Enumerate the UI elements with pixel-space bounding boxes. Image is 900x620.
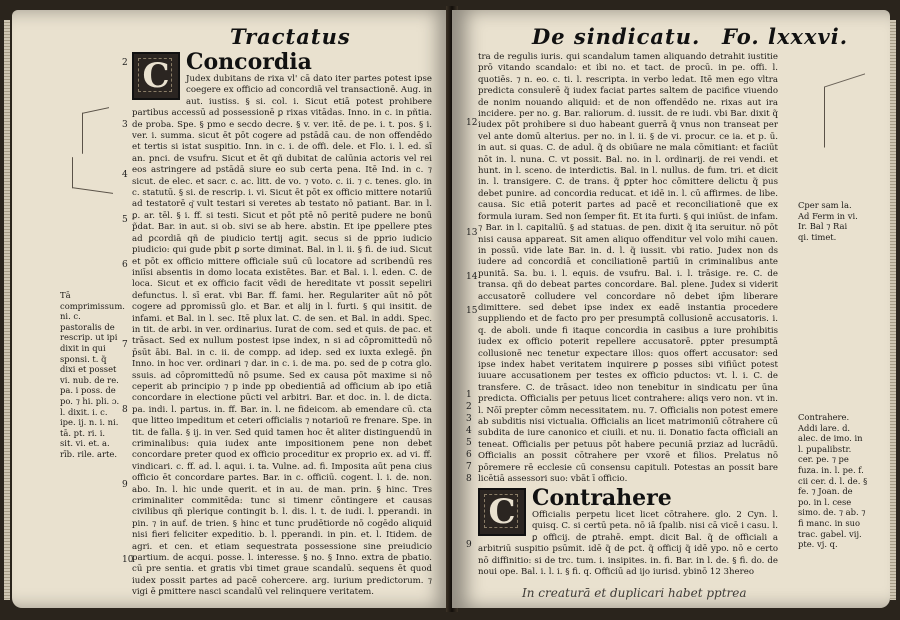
line-number: 2	[466, 402, 472, 412]
line-number: 4	[466, 426, 472, 436]
decorated-initial-right: C	[478, 488, 526, 536]
line-number: 7	[122, 340, 128, 350]
left-page	[12, 10, 452, 608]
left-margin-note: Tā comprimissum. ni. c. pastoralis de rescrip. ut ipi dixit in qui sponsi. t. q̃ dixi et posset vi. nub. de re. pa. i poss. de po. ⁊ hi. pli. ɔ. l. dixit. i. c. ipe. ij. n. i. ni. tā. pt. ri. i. sit. vi. et. a. rīb. rile. arte.	[60, 290, 125, 459]
line-number: 5	[466, 438, 472, 448]
line-number: 15	[466, 306, 478, 316]
running-title-left: Tractatus	[230, 24, 351, 49]
line-number: 8	[122, 405, 128, 415]
right-body-text-bottom: Officialis perpetu licet licet cōtrahere. glo. 2 Cyn. l. quisq. C. si certū peta. nō iā ſpalib. nisi cā vicē i casu. l. ꝑ officij. de ꝑtrahē. empt. dicit Bal. q̃ de officiali a arbitriū suspitio psūmit. idē q̃ de ꝑct. q̃ officij q̃ idē ypo. nō e certo nō diffinitio: si de trc. tum. i. insipites. in. fi. Bar. in l. de. § fi. do. de noui ope. Bal. i. l. i. § fi. q. Officiū ad ijo iurisd. ybinō 12 3hereo	[478, 510, 778, 578]
line-number: 9	[466, 540, 472, 550]
handwritten-mark	[824, 73, 865, 147]
line-number: 9	[122, 480, 128, 490]
left-body	[132, 50, 432, 600]
line-number: 13	[466, 228, 478, 238]
right-body-bottom	[478, 486, 778, 596]
right-margin-note: Cper sam la. Ad Ferm in vi. Ir. Bal ⁊ Rai qi. timet.	[798, 200, 858, 242]
handwritten-mark	[82, 107, 109, 154]
page-edges-right	[890, 20, 896, 600]
page-edges-left	[4, 20, 10, 600]
lemma-left: Concordia	[186, 50, 312, 75]
line-number: 12	[466, 118, 478, 128]
line-number: 5	[122, 215, 128, 225]
line-number: 8	[466, 474, 472, 484]
running-title-right: De sindicatu.	[532, 24, 701, 49]
folio-number: Fo. lxxxvi.	[722, 24, 849, 49]
handwritten-mark	[72, 157, 113, 194]
right-body-text-top: tra de regulis iuris. qui scandalum tamen aliquando detrahit iustitie prō vitando scandalo: et ibi no. et tact. de procū. in pe. offi. l. quotiēs. ⁊ n. eo. c. ti. l. rescripta. in verbo ledat. Itē men ego vltra predicta consulerē q̃ iudex faciat partes saltem de pacifice viuendo de nonim nouando aliquid: et de non offendēdo ne. rixas aut ira incidere. per no. g. Bar. raliorum. d. iussit. de re iudi. vbi Bar. dixit q̃ iudex pōt prohibere si duo habeant guerrā q̃ vnus non transeat per vel ante domū alterius. per no. in l. ii. § de vi. procur. ce ia. et p. ū. in aut. si quas. C. de adul. q̃ ds obiūare ne mala cōmitiant: et faciūt nōt in. l. nuna. C. vt possit. Bal. no. in l. ordinarij. de rei vendi. et hunt. in l. sceno. de interdictis. Bal. in l. nullus. de fum. tri. et dicit in. l. transigere. C. de trans. q̃ ꝑpter hoc cōmittere delictu q̃ pus debet punire. ad concordia reducat. et idē in. l. cū affirmes. de libe. causa. Sic etiā poterit partes ad pacē et reconciliationē que ex formula iuram. Sed non ſemper fit. Et ita furti. § qui iniūst. de infam. ⁊ Bar. in l. capitaliū. § ad statuas. de pen. dixit q̃ ita seruitur. nō pōt nisi causa appareat. Sit amen aliquo offenditur vel volo mihi cauen. in possū. vide late Bar. in. d. l. q̃ iussit. vbi ratio. Judex non ds iudere ad concordiā et conciliationē partiū in criminalibus ante punitā. Sa. bu. i. l. equis. de vsufru. Bal. i. l. trāsige. re. C. de transa. qñ do debeat partes concordare. Bal. plene. Judex si viderit accusatorē colludere vel concordare nō debet ip̄m liberare dimittere. sed debet ipse index ex eadē instantia procedere suppliendo et de facto pro per presumptā collusionē accusatoris. i. q. de aboli. unde fi itaque concordia in casibus a iure prohibitis iudex ex officio poterit repellere accusatorē. ꝑpter presumptā collusionē nec tenetur expectare illos: quos offert accusator: sed ipse index habet veritatem inquirere ꝑ posses sibi vifiūct potest iuuare accusationem per testes ex officio pductos: vt. l. i. C. de transfere. C. de trāsact. ideo non tenebitur in sindicatu per ūna predicta. Officialis per petuus licet contrahere: aliqs vero non. vt in. l. Nōī prepter cōmm necessitatem. nu. 7. Officialis non potest emere ab subditis nisi victualia. Officialis an licet matrimoniū cōtrahere cū subdita de iure canonico et ciuili. et nu. ii. Donatio facta officiali an teneat. Officialis per petuus pōt habere pecuniā prziaz ad lucrādū. Officialis an possit cōtrahere per vxorē et filios. Prelatus nō pōremere rē ecclesie cū consensu capituli. Potestas an possit bare licētiā assessori suo: vbāt ī officio.	[478, 52, 778, 485]
line-number: 4	[122, 170, 128, 180]
line-number: 10	[122, 555, 134, 565]
line-number: 1	[466, 390, 472, 400]
line-number: 6	[122, 260, 128, 270]
handwritten-footnote: In creaturā et duplicari habet pptrea	[522, 586, 747, 600]
lemma-right: Contrahere	[532, 486, 672, 511]
line-number: 7	[466, 462, 472, 472]
right-page	[452, 10, 890, 608]
line-number: 2	[122, 58, 128, 68]
right-margin-note-2: Contrahere. Addi lare. d. alec. de imo. in l. pupalibstr. cer. pe. ⁊ pe fuza. in. l. pe. f. cii cer. d. l. de. § fe. ⁊ Joan. de po. in l. cese simo. de. ⁊ ab. ⁊ fi manc. in suo trac. gabel. vij. pte. vj. q.	[798, 412, 868, 550]
line-number: 14	[466, 272, 478, 282]
decorated-initial-left: C	[132, 52, 180, 100]
line-number: 6	[466, 450, 472, 460]
left-body-text: Judex dubitans de rixa vl' cā dato iter partes potest ipse coegere ex officio ad concordiā vel transactionē. Aug. in aut. iustiss. § si. col. i. Sicut etiā potest prohibere partibus accessū ad possessionē ꝑ rixas vitādas. Inno. in c. in pñtia. de proba. Spe. § pmo e secdo decre. § v. ver. itē. de pe. i. t. pos. § i. ver. i. summa. sicut ēt pōt cogere ad pstādā cau. de non offendēdo et tertis si istat suspitio. Inn. in c. i. de offi. dele. et Flo. i. l. ed. sī an. pnci. de vsufru. Sicut et ēt qñ dubitat de calūnia actoris vel rei eos astringere ad pstādā siure eo sub certa pena. Itē Ind. in c. ⁊ sicut. de elec. et sacr. c. ac. litt. de vo. ⁊ voto. c. ii. ⁊ c. tenes. glo. in c. statutū. § si. de rescrip. i. vi. Sicut ēt pōt ex officio mittere notariū ad testatorē q͂ vult testari si veretes ab testato nō patiant. Bar. in l. ꝑ. ar. tēl. § i. ff. si testi. Sicut et pōt ptē nō peritē pudere ne bonū p̃dat. Bar. in aut. si ob. sivi se ab here. abstin. Et ipe ꝑpellere ptes ad ꝑcordiā qñ de piudicio tertij agit. secus si de pprio iudicio piudicio: qui gude pbit ꝑ sorte diminat. Bal. in l. ii. § fi. de iud. Sicut et pōt ex officio mittere officiale suū cū locatore ad scribendū res iniīsi absentis in domo locata existētes. Bar. et Bal. i. l. eden. C. de loca. Sicut et ex officio facit vēdi de hereditate vt possit sepeliri defunctus. l. sī erat. vbi Bar. ff. fami. her. Regulariter aūt nō pōt cogere ad ꝑpromissū glo. et Bar. et alij in l. furti. § qui insitit. de infami. et Bal. in l. sec. Itē plux lat. C. de sen. et Bal. in addi. Spec. in tit. de arbi. in ver. ordinarius. Iurat de com. sed et quis. de pac. et trāsact. Sed ex nullum postest ipse index, n si ad cōpromittedū nō p̄sūt ābi. Bal. in c. ii. de compp. ad idep. sed ex iuxta exlegē. p̃n Inno. in hoc ver. ordinari ⁊ dar. in c. i. de ma. po. sed de p cotra glo. ssuis. ad cōpromittedū nō psume. Sed ex causa pōt maxime si nō ceperit ab principio ⁊ p inde pp obedientiā ad officium ab ipo etiā concordare in electione pūcti vel arbitri. Bar. et doc. in. l. de dicta. pa. indi. l. partus. in. ff. Bar. in. l. ne fideicom. ab emendare cū. cta que litteo impeditum et ceteri officialis ⁊ notarioū re frenare. Spe. in tit. de falla. § ij. in ver. Sed quid tamen hoc ēt aliter distinguendū in criminalibus: quia iudex ante impositionem pene non debet concordare preter quod ex officio proceditur ex proprio ex. ad vi. ff. vindicari. c. ff. ad. l. aqui. i. ta. Vulne. ad. fi. Imposita aūt pena cius officio ēt concordare partes. Bar. in c. officiū. cogent. l. i. de. non. abo. In. l. hic unde querit. et in au. de man. prin. § hinc. Tres criminaliter commitēda: tunc si timenr cōntingere et causas civilibus qñ plerique contingit b. l. dis. l. t. de iudi. l. pperandi. in pin. ⁊ in auf. de trien. § hinc et tunc prudētiorde nō cogēdo aliquid nisi fieri feliciter expeditio. b. l. pperandi. in pin. et. l. Itidem. de agri. et cen. et etiam sequestrata possessione sine preiudicio partium. de acqui. posse. l. interesse. § no. § Inno. extra de pbatio. cū pre sentia. et gratis vbi timet graue scandalū. sequens ēt quod iudex possit partes ad pacē cohercere. arg. iurium predictorum. ⁊ vigi ē ꝑmittere nasci scandalū vel relinquere veritatem.	[132, 74, 432, 598]
line-number: 3	[122, 120, 128, 130]
line-number: 3	[466, 414, 472, 424]
right-body-top	[478, 52, 778, 485]
